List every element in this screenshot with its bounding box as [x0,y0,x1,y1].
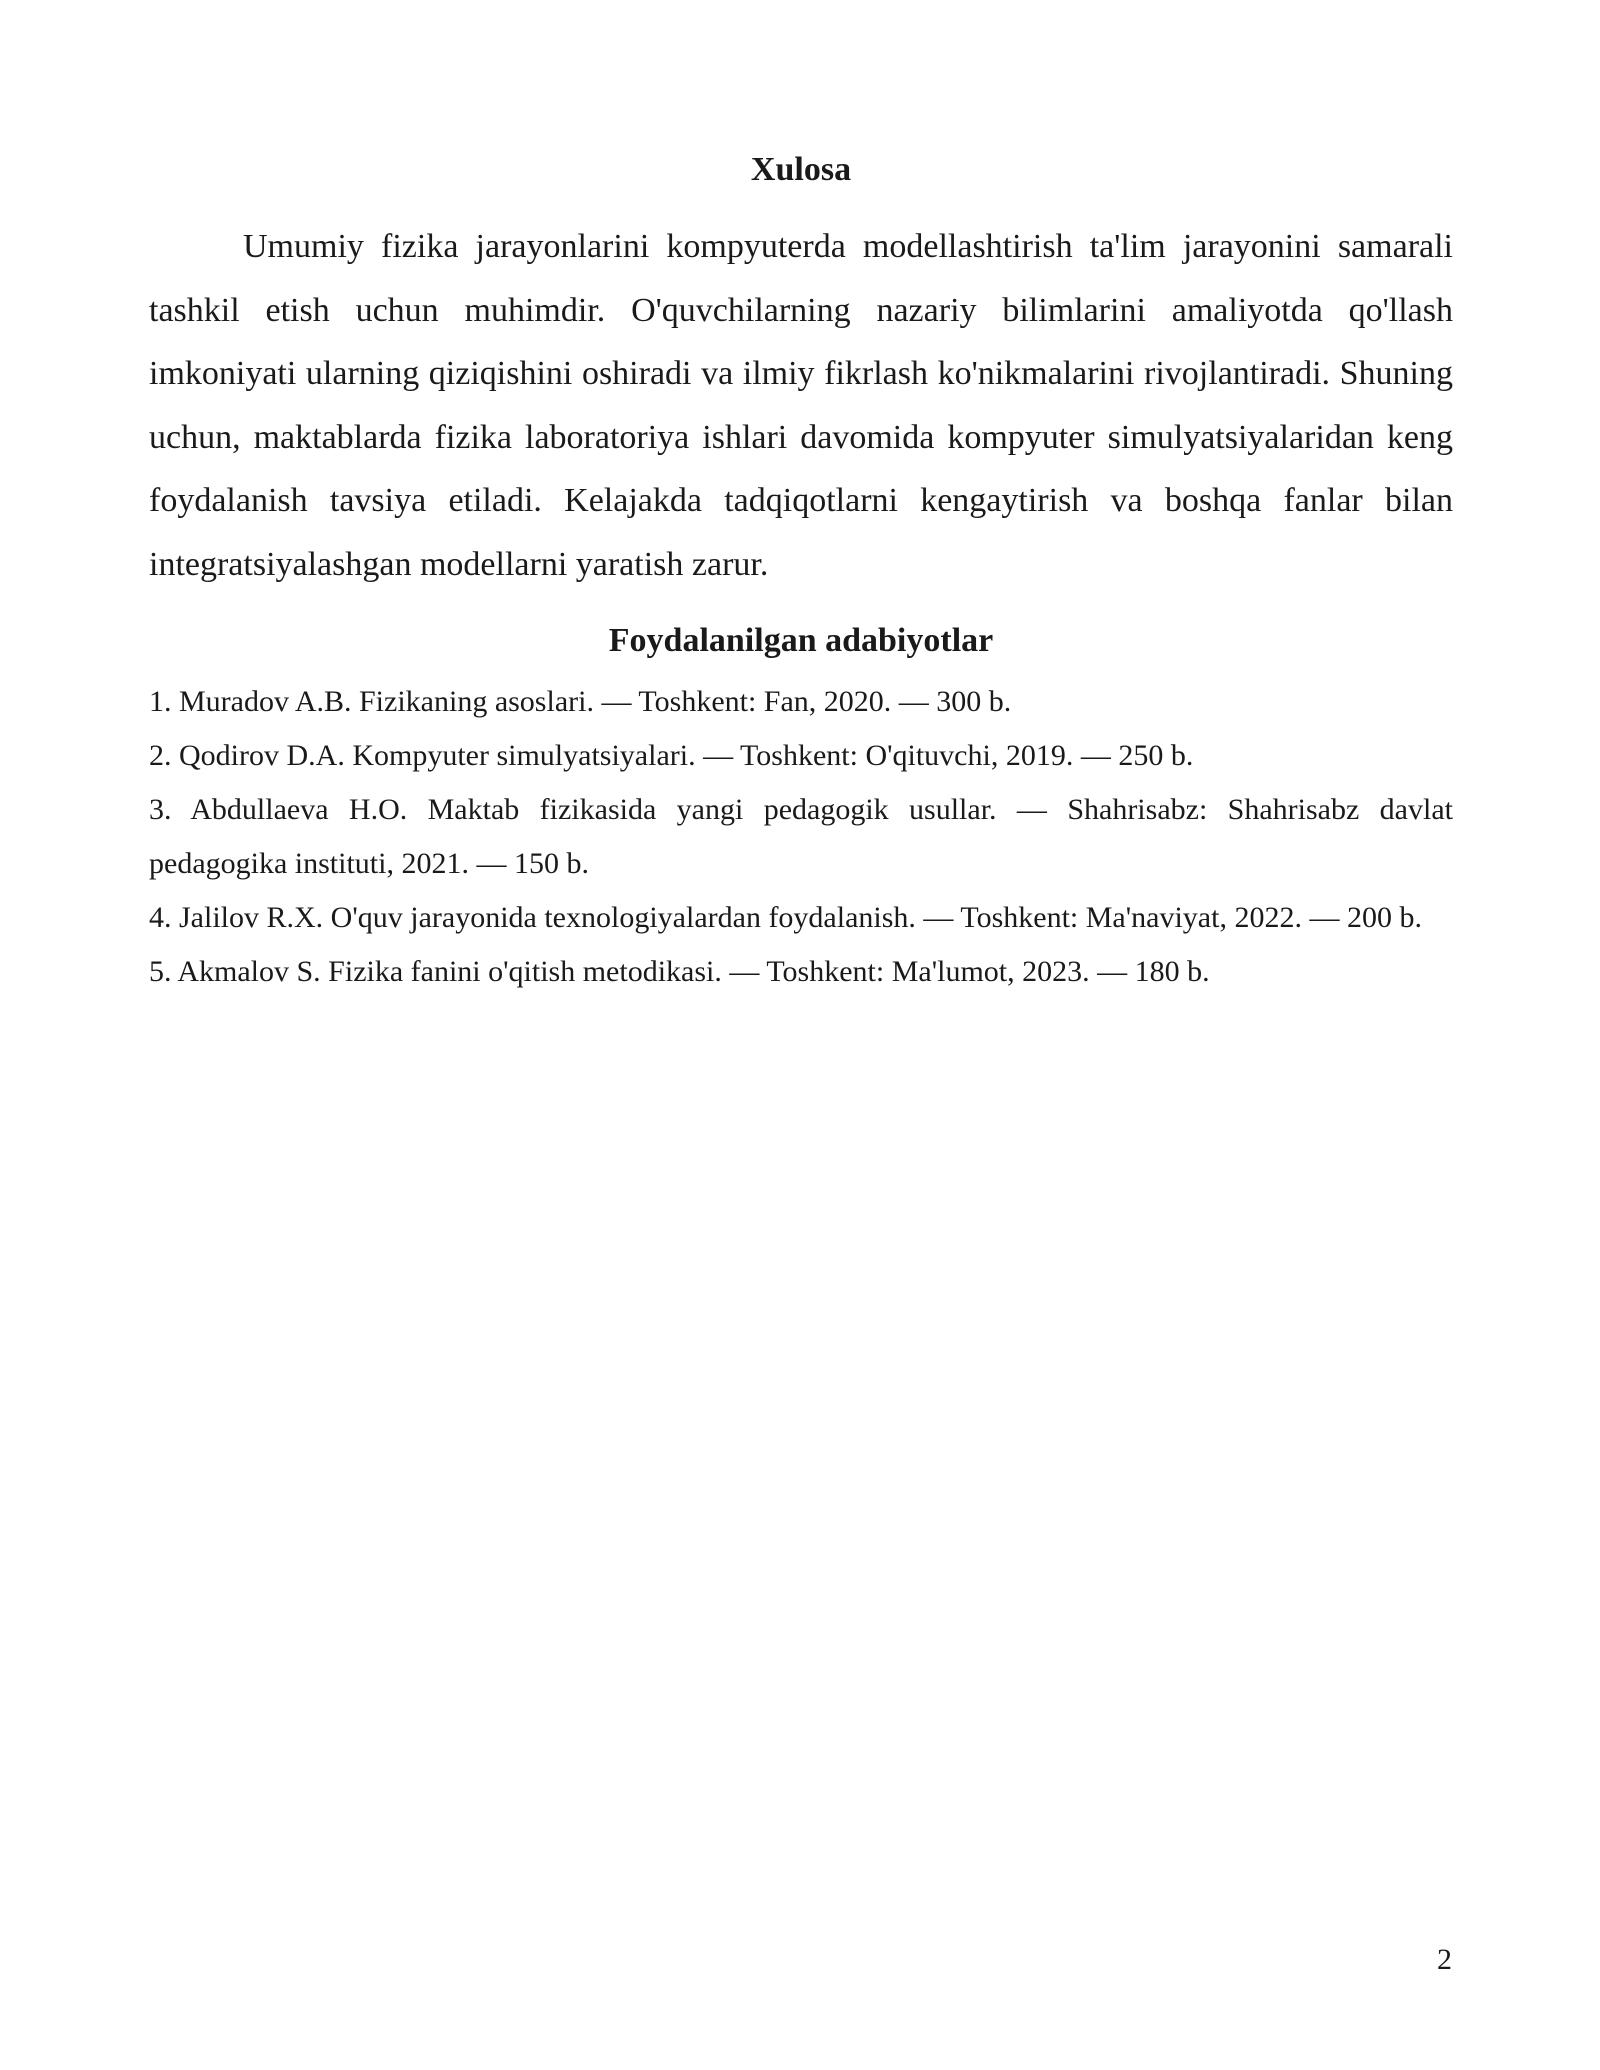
reference-item: 3. Abdullaeva H.O. Maktab fizikasida yangi pedagogik usullar. — Shahrisabz: Shahrisabz davlat pedagogika instituti, 2021. — 150 b. [149,793,1453,880]
conclusion-heading: Xulosa [750,151,852,188]
reference-item: 4. Jalilov R.X. O'quv jarayonida texnologiyalardan foydalanish. — Toshkent: Ma'naviyat, 2022. — 200 b. [149,901,1422,934]
page-content [149,148,1453,999]
conclusion-paragraph: Umumiy fizika jarayonlarini kompyuterda modellashtirish ta'lim jarayonini samarali tashkil etish uchun muhimdir. O'quvchilarning nazariy bilimlarini amaliyotda qo'llash imkoniyati ularning qiziqishini oshiradi va ilmiy fikrlash ko'nikmalarini rivojlantiradi. Shuning uchun, maktablarda fizika laboratoriya ishlari davomida kompyuter simulyatsiyalaridan keng foydalanish tavsiya etiladi. Kelajakda tadqiqotlarni kengaytirish va boshqa fanlar bilan integratsiyalashgan modellarni yaratish zarur. [149,228,1453,583]
reference-item: 2. Qodirov D.A. Kompyuter simulyatsiyalari. — Toshkent: O'qituvchi, 2019. — 250 b. [149,739,1194,772]
reference-item: 5. Akmalov S. Fizika fanini o'qitish metodikasi. — Toshkent: Ma'lumot, 2023. — 180 b. [149,955,1210,988]
references-heading: Foydalanilgan adabiyotlar [608,622,994,659]
page-number: 2 [1437,1943,1452,1976]
reference-item: 1. Muradov A.B. Fizikaning asoslari. — Toshkent: Fan, 2020. — 300 b. [149,685,1012,718]
references-list [149,675,1453,999]
